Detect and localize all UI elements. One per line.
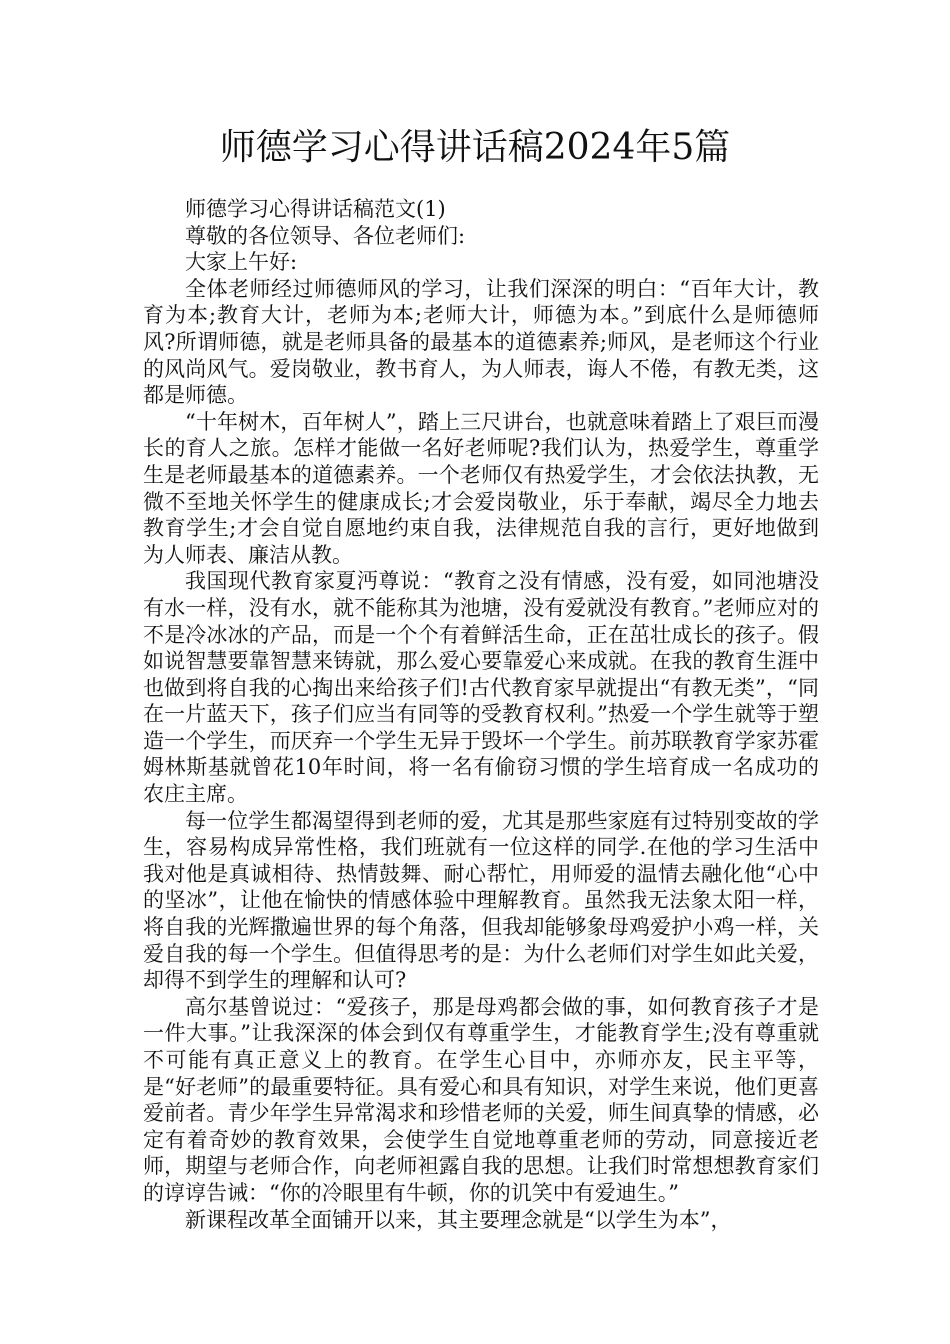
body-paragraph: 每一位学生都渴望得到老师的爱，尤其是那些家庭有过特别变故的学生，容易构成异常性格，我们班就有一位这样的同学.在他的学习生活中我对他是真诚相待、热情鼓舞、耐心帮忙，用师爱的温情去融化他“心中的坚冰”，让他在愉快的情感体验中理解教育。虽然我无法象太阳一样，将自我的光辉撒遍世界的每个角落，但我却能够象母鸡爱护小鸡一样，关爱自我的每一个学生。但值得思考的是：为什么老师们对学生如此关爱，却得不到学生的理解和认可? <box>143 808 819 993</box>
greeting-paragraph: 大家上午好: <box>185 250 298 275</box>
document-body <box>143 196 819 1233</box>
body-paragraph: 我国现代教育家夏沔尊说：“教育之没有情感，没有爱，如同池塘没有水一样，没有水，就不能称其为池塘，没有爱就没有教育。”老师应对的不是冷冰冰的产品，而是一个个有着鲜活生命，正在茁壮成长的孩子。假如说智慧要靠智慧来铸就，那么爱心要靠爱心来成就。在我的教育生涯中也做到将自我的心掏出来给孩子们!古代教育家早就提出“有教无类”，“同在一片蓝天下，孩子们应当有同等的受教育权利。”热爱一个学生就等于塑造一个学生，而厌弃一个学生无异于毁坏一个学生。前苏联教育学家苏霍姆林斯基就曾花10年时间，将一名有偷窃习惯的学生培育成一名成功的农庄主席。 <box>143 569 819 807</box>
body-paragraph: 高尔基曾说过：“爱孩子，那是母鸡都会做的事，如何教育孩子才是一件大事。”让我深深的体会到仅有尊重学生，才能教育学生;没有尊重就不可能有真正意义上的教育。在学生心目中，亦师亦友，民主平等，是“好老师”的最重要特征。具有爱心和具有知识，对学生来说，他们更喜爱前者。青少年学生异常渴求和珍惜老师的关爱，师生间真挚的情感，必定有着奇妙的教育效果，会使学生自觉地尊重老师的劳动，同意接近老师，期望与老师合作，向老师袒露自我的思想。让我们时常想想教育家们的谆谆告诫：“你的冷眼里有牛顿，你的讥笑中有爱迪生。” <box>143 994 819 1205</box>
subtitle-paragraph: 师德学习心得讲话稿范文(1) <box>185 197 446 221</box>
salutation-paragraph: 尊敬的各位领导、各位老师们: <box>185 223 466 248</box>
body-paragraph: 新课程改革全面铺开以来，其主要理念就是“以学生为本”， <box>185 1207 732 1232</box>
body-paragraph: “十年树木，百年树人”，踏上三尺讲台，也就意味着踏上了艰巨而漫长的育人之旅。怎样才能做一名好老师呢?我们认为，热爱学生，尊重学生是老师最基本的道德素养。一个老师仅有热爱学生，才会依法执教，无微不至地关怀学生的健康成长;才会爱岗敬业，乐于奉献，竭尽全力地去教育学生;才会自觉自愿地约束自我，法律规范自我的言行，更好地做到为人师表、廉洁从教。 <box>143 409 819 567</box>
body-paragraph: 全体老师经过师德师风的学习，让我们深深的明白：“百年大计，教育为本;教育大计，老师为本;老师大计，师德为本。”到底什么是师德师风?所谓师德，就是老师具备的最基本的道德素养;师风，是老师这个行业的风尚风气。爱岗敬业，教书育人，为人师表，诲人不倦，有教无类，这都是师德。 <box>143 276 819 408</box>
document-title: 师德学习心得讲话稿2024年5篇 <box>219 127 731 168</box>
